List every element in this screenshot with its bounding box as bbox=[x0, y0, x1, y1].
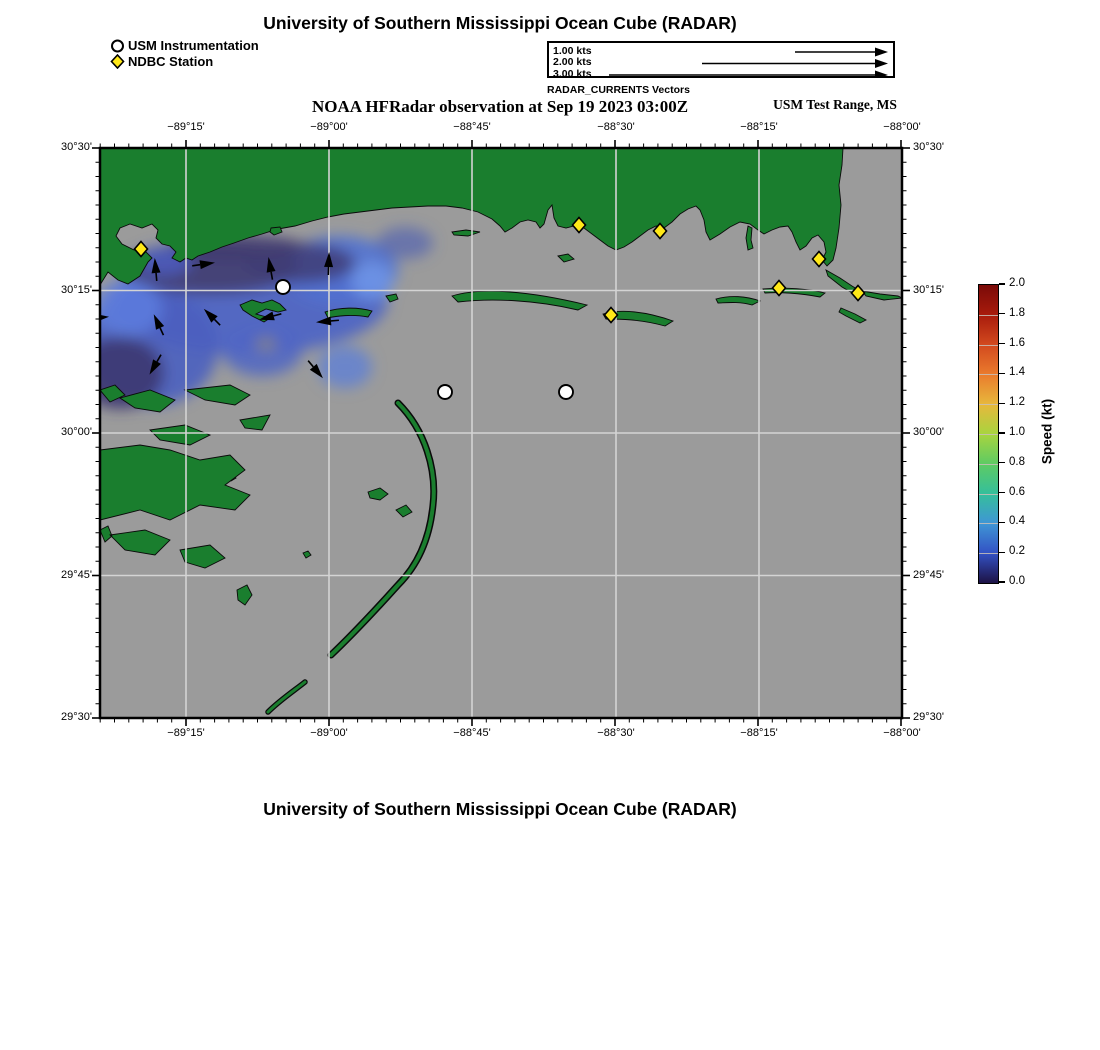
colorbar-tick-label: 0.6 bbox=[1009, 485, 1025, 498]
colorbar-tick-label: 1.0 bbox=[1009, 426, 1025, 438]
x-axis-label-bottom: −88°45' bbox=[453, 727, 491, 739]
y-axis-label-right: 30°15' bbox=[913, 283, 944, 296]
y-axis-label-left: 29°30' bbox=[61, 711, 92, 723]
x-axis-label-bottom: −89°15' bbox=[167, 727, 205, 739]
colorbar-tick bbox=[999, 373, 1005, 374]
colorbar-tick-label: 0.2 bbox=[1009, 545, 1025, 558]
y-axis-label-right: 30°30' bbox=[913, 141, 944, 153]
y-axis-label-left: 30°00' bbox=[61, 426, 92, 438]
legend-item-usm bbox=[110, 37, 259, 53]
colorbar-tick bbox=[999, 343, 1005, 344]
page-title-bottom: University of Southern Mississippi Ocean Cube (RADAR) bbox=[263, 799, 737, 819]
map-canvas bbox=[90, 138, 912, 728]
usm-station-marker bbox=[276, 280, 290, 294]
colorbar-tick-label: 1.4 bbox=[1009, 366, 1025, 379]
map-legend bbox=[110, 37, 259, 69]
legend-item-ndbc bbox=[110, 53, 259, 69]
ndbc-diamond-icon bbox=[110, 54, 125, 69]
colorbar-gridline bbox=[979, 464, 998, 465]
x-axis-label-bottom: −88°15' bbox=[740, 727, 778, 739]
colorbar-gridline bbox=[979, 374, 998, 375]
scale-arrows bbox=[549, 43, 893, 76]
scale-entry-2: 2.00 kts bbox=[553, 56, 592, 68]
colorbar-tick-label: 1.6 bbox=[1009, 336, 1025, 349]
usm-circle-icon bbox=[110, 38, 125, 53]
colorbar-tick bbox=[999, 492, 1005, 493]
x-axis-label-top: −88°45' bbox=[453, 121, 491, 133]
colorbar-gridline bbox=[979, 494, 998, 495]
colorbar-tick bbox=[999, 462, 1005, 463]
legend-label-ndbc: NDBC Station bbox=[128, 53, 214, 69]
colorbar-gridline bbox=[979, 345, 998, 346]
page-title: University of Southern Mississippi Ocean Cube (RADAR) bbox=[263, 13, 737, 33]
x-axis-label-bottom: −88°00' bbox=[883, 727, 921, 739]
colorbar-tick bbox=[999, 283, 1005, 284]
colorbar-gridline bbox=[979, 404, 998, 405]
y-axis-label-left: 30°15' bbox=[61, 283, 92, 296]
colorbar-gridline bbox=[979, 523, 998, 524]
colorbar-tick-label: 0.0 bbox=[1009, 575, 1025, 587]
colorbar-tick-label: 1.8 bbox=[1009, 306, 1025, 319]
x-axis-label-bottom: −89°00' bbox=[310, 727, 348, 739]
y-axis-label-left: 29°45' bbox=[61, 568, 92, 581]
x-axis-label-top: −88°30' bbox=[597, 121, 635, 133]
x-axis-label-top: −89°15' bbox=[167, 121, 205, 133]
colorbar-tick-label: 2.0 bbox=[1009, 277, 1025, 289]
y-axis-label-right: 29°30' bbox=[913, 711, 944, 723]
y-axis-label-left: 30°30' bbox=[61, 141, 92, 153]
scale-entry-3: 3.00 kts bbox=[553, 67, 592, 80]
colorbar bbox=[978, 284, 999, 584]
colorbar-gridline bbox=[979, 315, 998, 316]
colorbar-tick-label: 1.2 bbox=[1009, 396, 1025, 409]
region-label: USM Test Range, MS bbox=[773, 97, 897, 112]
y-axis-label-right: 29°45' bbox=[913, 568, 944, 581]
y-axis-label-right: 30°00' bbox=[913, 426, 944, 438]
x-axis-label-top: −88°00' bbox=[883, 121, 921, 133]
colorbar-tick-label: 0.8 bbox=[1009, 455, 1025, 468]
colorbar-tick bbox=[999, 581, 1005, 582]
colorbar-tick bbox=[999, 313, 1005, 314]
colorbar-gridline bbox=[979, 553, 998, 554]
x-axis-label-bottom: −88°30' bbox=[597, 727, 635, 739]
x-axis-label-top: −89°00' bbox=[310, 121, 348, 133]
x-axis-label-top: −88°15' bbox=[740, 121, 778, 133]
usm-station-marker bbox=[559, 385, 573, 399]
vector-scale-box bbox=[547, 41, 895, 78]
usm-station-marker bbox=[438, 385, 452, 399]
colorbar-tick-label: 0.4 bbox=[1009, 515, 1025, 528]
legend-label-usm: USM Instrumentation bbox=[128, 37, 259, 53]
vector-scale-caption: RADAR_CURRENTS Vectors bbox=[547, 84, 690, 96]
colorbar-tick bbox=[999, 522, 1005, 523]
colorbar-tick bbox=[999, 432, 1005, 433]
colorbar-title: Speed (kt) bbox=[1039, 398, 1055, 465]
scale-entry-1: 1.00 kts bbox=[553, 44, 592, 57]
colorbar-tick bbox=[999, 403, 1005, 404]
observation-subtitle: NOAA HFRadar observation at Sep 19 2023 03:00Z bbox=[311, 97, 689, 116]
colorbar-tick bbox=[999, 552, 1005, 553]
colorbar-gridline bbox=[979, 434, 998, 435]
